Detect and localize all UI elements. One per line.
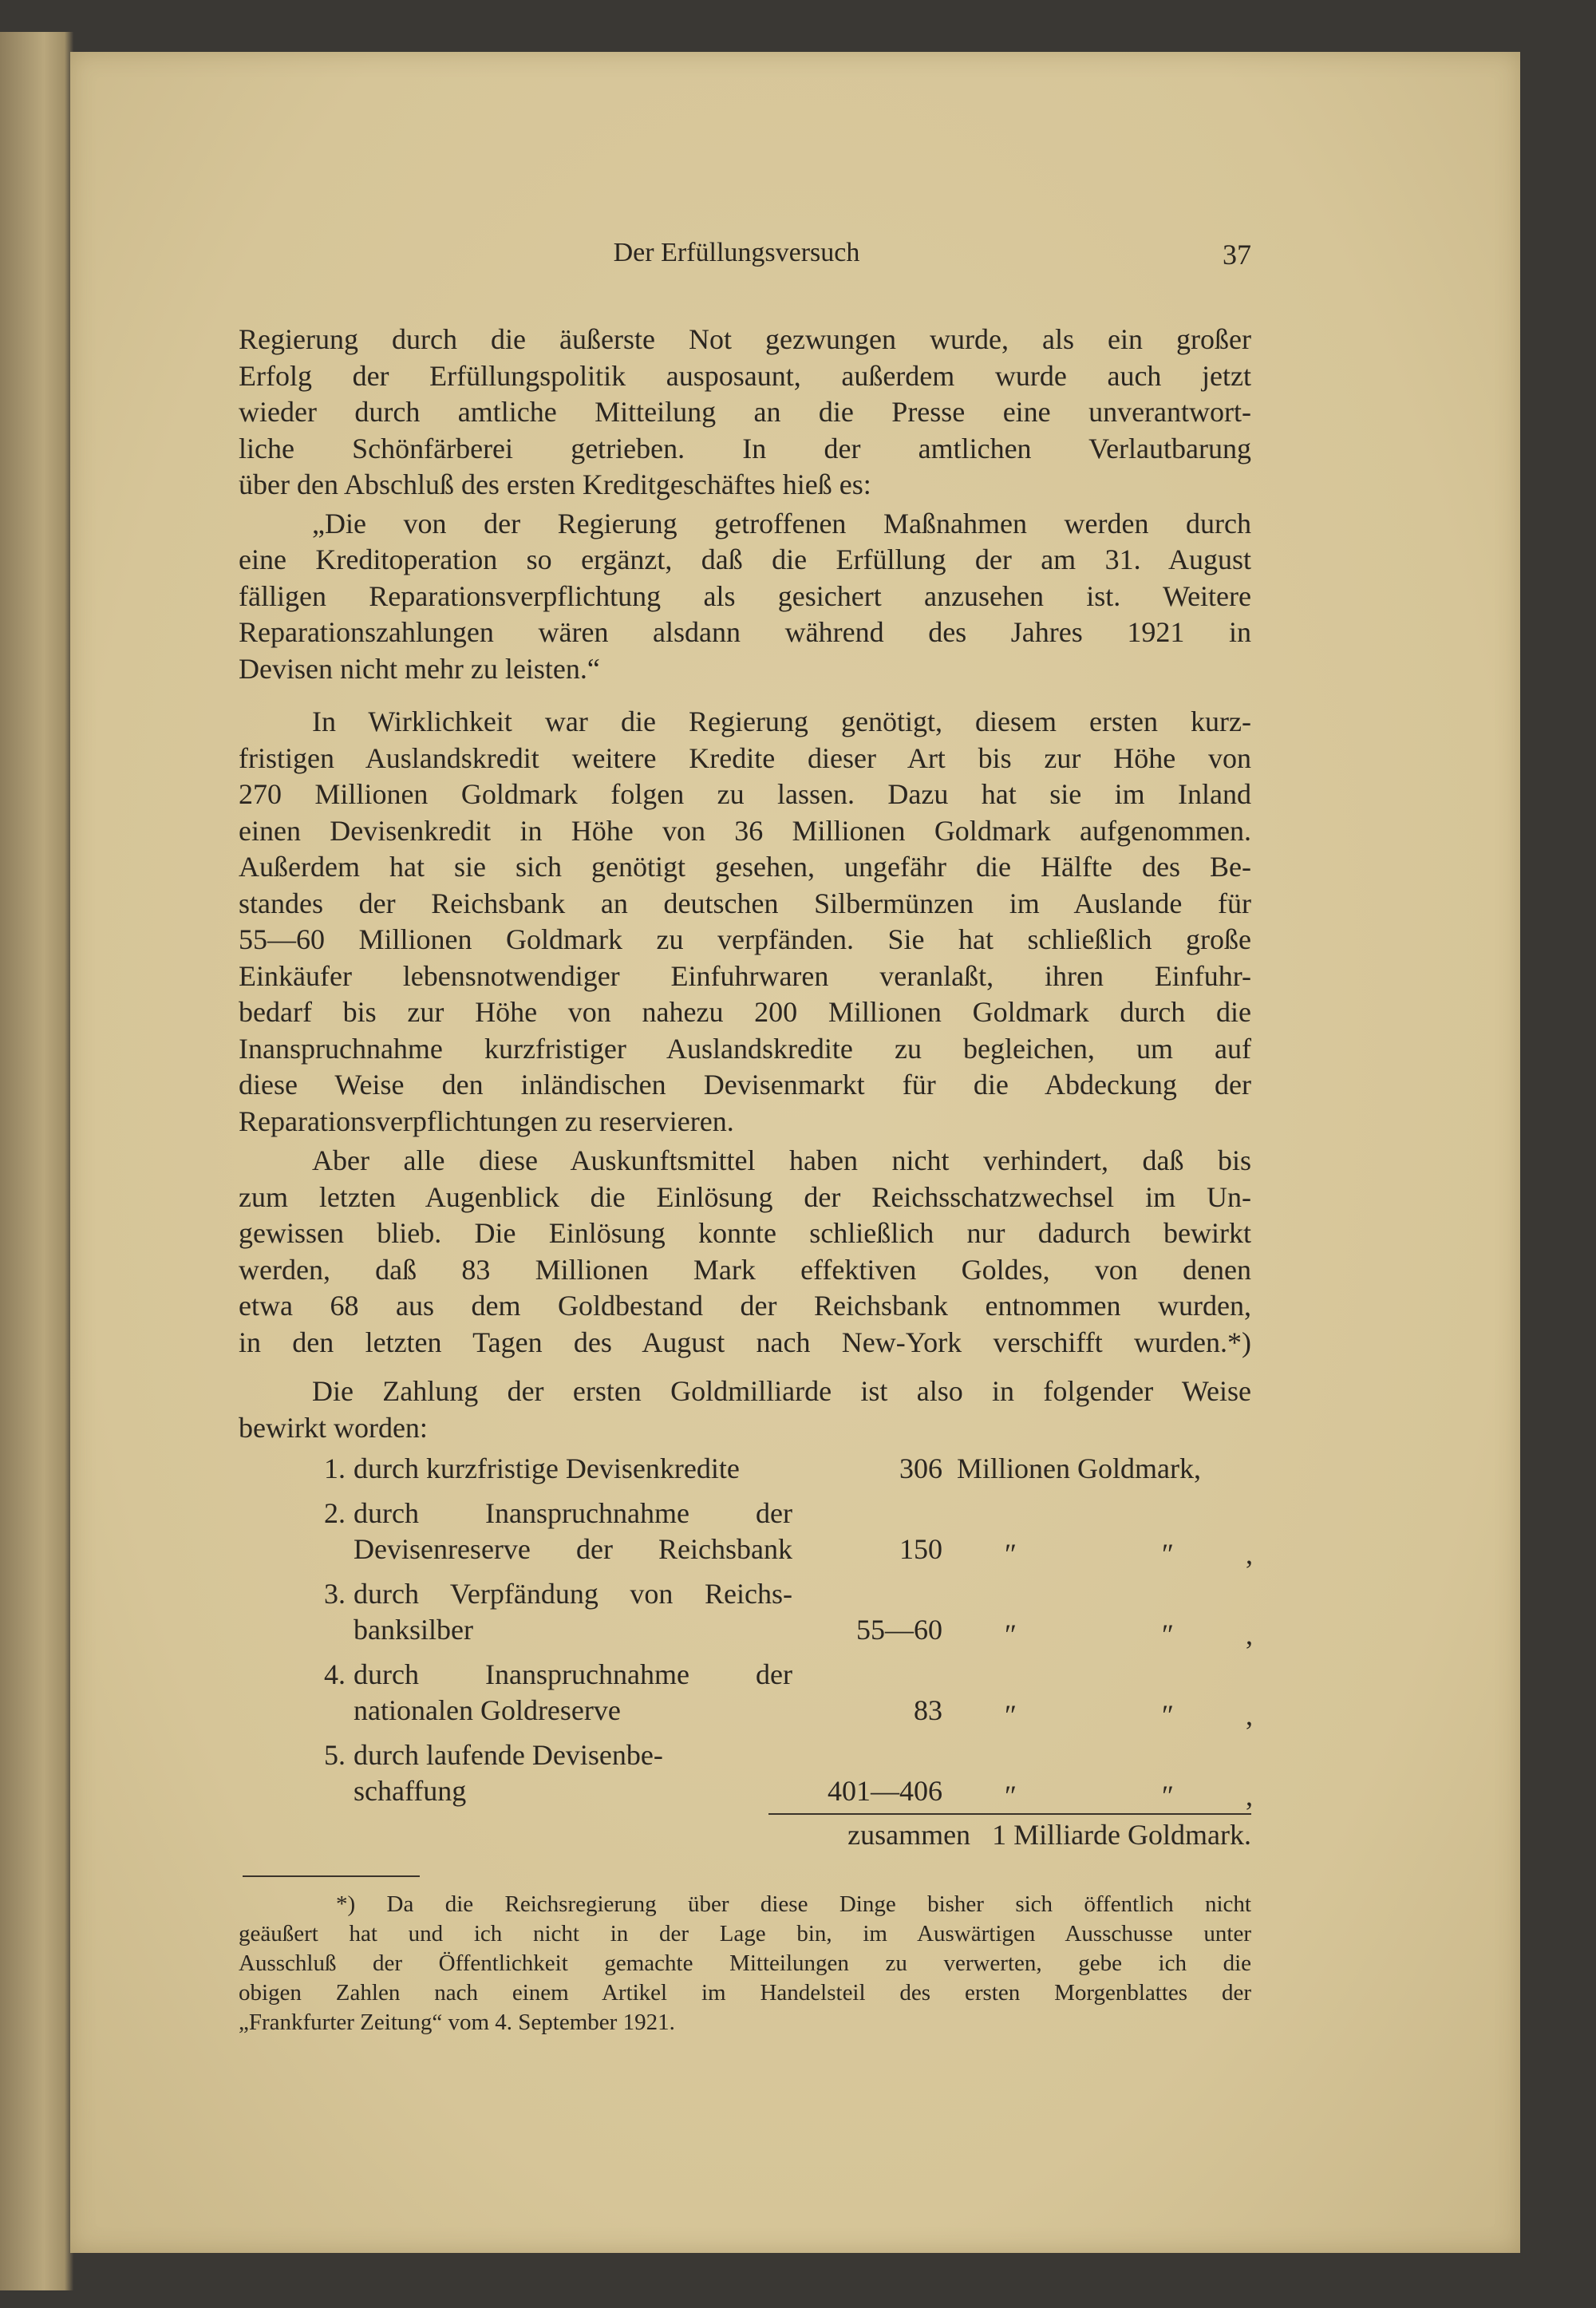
text-line: Einkäufer lebensnotwendiger Einfuhrwaren veranlaßt, ihren Einfuhr- <box>239 959 1251 992</box>
footnote-divider <box>243 1875 420 1877</box>
sum-rule-divider <box>768 1813 1251 1815</box>
paragraph <box>239 322 1251 504</box>
ditto-mark: ″ <box>1162 1699 1174 1731</box>
item-amount: 83 <box>914 1694 942 1726</box>
text-line: Inanspruchnahme kurzfristiger Auslandskredite zu begleichen, um auf <box>239 1032 1251 1065</box>
text-line: werden, daß 83 Millionen Mark effektiven Goldes, von denen <box>239 1253 1251 1286</box>
item-text: durch Inanspruchnahme der <box>354 1497 792 1529</box>
paragraph <box>239 1373 1251 1446</box>
ditto-mark: ″ <box>1005 1538 1017 1570</box>
item-number: 4. <box>324 1658 346 1690</box>
text-line: bedarf bis zur Höhe von nahezu 200 Millionen Goldmark durch die <box>239 996 1251 1028</box>
item-number: 3. <box>324 1578 346 1610</box>
item-number: 2. <box>324 1497 346 1529</box>
item-text: banksilber <box>354 1614 473 1646</box>
text-line: fristigen Auslandskredit weitere Kredite dieser Art bis zur Höhe von <box>239 741 1251 774</box>
text-line: 270 Millionen Goldmark folgen zu lassen. Dazu hat sie im Inland <box>239 778 1251 810</box>
text-line: Reparationsverpflichtungen zu reservieren. <box>239 1105 734 1137</box>
text-line: eine Kreditoperation so ergänzt, daß die Erfüllung der am 31. August <box>239 543 1251 575</box>
text-line: standes der Reichsbank an deutschen Silbermünzen im Auslande für <box>239 887 1251 919</box>
ditto-comma: , <box>1246 1538 1253 1570</box>
item-amount: 401—406 <box>828 1775 942 1807</box>
text-line: Außerdem hat sie sich genötigt gesehen, ungefähr die Hälfte des Be- <box>239 851 1251 883</box>
item-amount: 306 <box>899 1452 942 1484</box>
text-line: gewissen blieb. Die Einlösung konnte schließlich nur dadurch bewirkt <box>239 1217 1251 1249</box>
footnote-line: Ausschluß der Öffentlichkeit gemachte Mitteilungen zu verwerten, gebe ich die <box>239 1950 1251 1976</box>
payment-list <box>239 1451 1253 1812</box>
body-text <box>239 322 1251 1446</box>
text-line: Regierung durch die äußerste Not gezwungen wurde, als ein großer <box>239 323 1251 355</box>
list-item <box>239 1451 1251 1487</box>
text-line: zum letzten Augenblick die Einlösung der Reichsschatzwechsel im Un- <box>239 1180 1251 1213</box>
list-item <box>239 1657 1251 1729</box>
text-line: etwa 68 aus dem Goldbestand der Reichsbank entnommen wurden, <box>239 1290 1251 1322</box>
footnote-line: *) Da die Reichsregierung über diese Dinge bisher sich öffentlich nicht <box>336 1891 1251 1917</box>
item-text: durch Inanspruchnahme der <box>354 1658 792 1690</box>
list-item <box>239 1576 1251 1648</box>
ditto-mark: ″ <box>1162 1618 1174 1650</box>
text-line: Reparationszahlungen wären alsdann während des Jahres 1921 in <box>239 616 1251 648</box>
text-line: Aber alle diese Auskunftsmittel haben nicht verhindert, daß bis <box>312 1144 1251 1176</box>
footnote <box>239 1890 1251 2037</box>
paragraph <box>239 1143 1251 1361</box>
text-line: einen Devisenkredit in Höhe von 36 Millionen Goldmark aufgenommen. <box>239 814 1251 847</box>
item-text: schaffung <box>354 1775 467 1807</box>
item-number: 5. <box>324 1739 346 1771</box>
item-text: durch laufende Devisenbe- <box>354 1739 663 1771</box>
text-line: Erfolg der Erfüllungspolitik ausposaunt, außerdem wurde auch jetzt <box>239 359 1251 392</box>
text-line: liche Schönfärberei getrieben. In der amtlichen Verlautbarung <box>239 432 1251 464</box>
ditto-mark: ″ <box>1162 1538 1174 1570</box>
item-amount: 150 <box>899 1533 942 1565</box>
text-line: Die Zahlung der ersten Goldmilliarde ist also in folgender Weise <box>312 1375 1251 1407</box>
text-line: In Wirklichkeit war die Regierung genötigt, diesem ersten kurz- <box>312 705 1251 737</box>
text-line: 55—60 Millionen Goldmark zu verpfänden. Sie hat schließlich große <box>239 923 1251 955</box>
footnote-line: „Frankfurter Zeitung“ vom 4. September 1921. <box>239 2010 675 2035</box>
text-line: Devisen nicht mehr zu leisten.“ <box>239 652 600 685</box>
footnote-line: geäußert hat und ich nicht in der Lage bin, im Auswärtigen Ausschusse unter <box>239 1921 1251 1946</box>
item-text: durch kurzfristige Devisenkredite <box>354 1452 740 1484</box>
text-line: über den Abschluß des ersten Kreditgeschäftes hieß es: <box>239 468 871 500</box>
list-item <box>239 1496 1253 1570</box>
item-amount: 55—60 <box>856 1614 942 1646</box>
footnote-line: obigen Zahlen nach einem Artikel im Handelsteil des ersten Morgenblattes der <box>239 1980 1251 2006</box>
item-text: durch Verpfändung von Reichs- <box>354 1578 792 1610</box>
ditto-mark: ″ <box>1005 1618 1017 1650</box>
paragraph <box>239 704 1251 1140</box>
item-text: Devisenreserve der Reichsbank <box>354 1533 792 1565</box>
total-row <box>718 1818 1251 1852</box>
ditto-comma: , <box>1246 1618 1253 1650</box>
running-header-title: Der Erfüllungsversuch <box>613 238 860 267</box>
quotation-paragraph <box>239 506 1251 688</box>
text-line: fälligen Reparationsverpflichtung als gesichert anzusehen ist. Weitere <box>239 579 1251 612</box>
ditto-mark: ″ <box>1005 1699 1017 1731</box>
ditto-comma: , <box>1246 1780 1253 1812</box>
total-label: zusammen <box>847 1819 971 1851</box>
ditto-mark: ″ <box>1005 1780 1017 1812</box>
total-value: 1 Milliarde Goldmark. <box>992 1819 1251 1851</box>
text-line: bewirkt worden: <box>239 1411 428 1444</box>
list-item <box>239 1737 1253 1812</box>
item-number: 1. <box>324 1452 346 1484</box>
item-text: nationalen Goldreserve <box>354 1694 621 1726</box>
previous-page-edge <box>0 32 73 2290</box>
page-number: 37 <box>1223 239 1251 271</box>
item-unit: Millionen Goldmark, <box>957 1452 1201 1484</box>
text-line: wieder durch amtliche Mitteilung an die Presse eine unverantwort- <box>239 396 1251 428</box>
ditto-comma: , <box>1246 1699 1253 1731</box>
text-line: diese Weise den inländischen Devisenmarkt für die Abdeckung der <box>239 1069 1251 1101</box>
ditto-mark: ″ <box>1162 1780 1174 1812</box>
text-line: in den letzten Tagen des August nach New-York verschifft wurden.*) <box>239 1326 1251 1358</box>
text-line: „Die von der Regierung getroffenen Maßnahmen werden durch <box>312 507 1251 539</box>
